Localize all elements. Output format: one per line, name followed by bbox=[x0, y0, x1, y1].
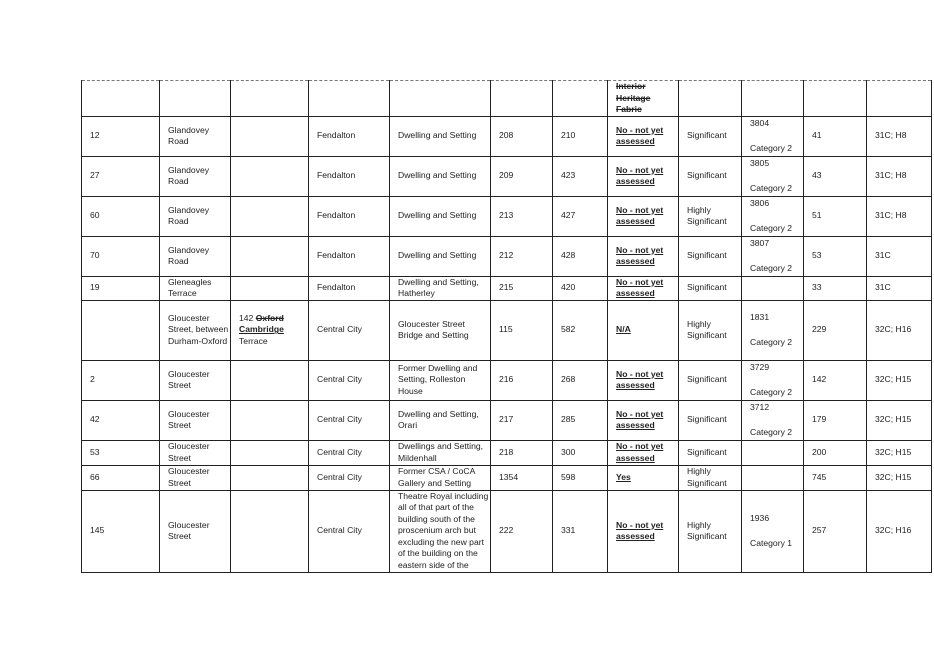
map-ref-cell bbox=[867, 440, 932, 465]
listing-category bbox=[750, 402, 803, 438]
street-name-cell bbox=[160, 236, 231, 276]
description-cell bbox=[390, 360, 491, 400]
ref-a-cell bbox=[491, 196, 553, 236]
ref-a-cell bbox=[491, 400, 553, 440]
ref-a: 215 bbox=[499, 282, 514, 293]
ref-c-cell bbox=[804, 400, 867, 440]
ref-c: 142 bbox=[812, 374, 827, 385]
description: Dwelling and Setting, Orari bbox=[398, 408, 479, 430]
ref-c: 200 bbox=[812, 446, 827, 457]
listing-cell bbox=[742, 156, 804, 196]
ref-b-cell bbox=[553, 116, 608, 156]
street-number-cell bbox=[82, 276, 160, 300]
map-ref: 32C; H16 bbox=[875, 324, 912, 335]
street-name-cell bbox=[160, 440, 231, 465]
ref-c: 229 bbox=[812, 324, 827, 335]
street-number: 70 bbox=[90, 250, 100, 261]
significance: Significant bbox=[687, 414, 727, 425]
heritage-category: Category 1 bbox=[750, 538, 793, 548]
ref-c: 745 bbox=[812, 471, 827, 482]
map-ref: 31C; H8 bbox=[875, 170, 907, 181]
description-cell bbox=[390, 465, 491, 490]
significance: Significant bbox=[687, 250, 727, 261]
significance-cell bbox=[679, 440, 742, 465]
header-cell bbox=[390, 81, 491, 117]
ref-b-cell bbox=[553, 440, 608, 465]
interior-heritage-fabric-cell bbox=[608, 276, 679, 300]
ref-c: 41 bbox=[812, 130, 822, 141]
header-cell bbox=[231, 81, 309, 117]
interior-heritage-fabric-cell bbox=[608, 465, 679, 490]
street-number-cell bbox=[82, 300, 160, 360]
table-row bbox=[82, 196, 932, 236]
area-cell bbox=[309, 300, 390, 360]
street-name: Gloucester Street bbox=[168, 441, 210, 463]
area: Fendalton bbox=[317, 210, 356, 221]
ref-c: 51 bbox=[812, 210, 822, 221]
street-number: 66 bbox=[90, 471, 100, 482]
heritage-category: Category 2 bbox=[750, 142, 793, 153]
alternate-address-cell bbox=[231, 196, 309, 236]
ref-a: 218 bbox=[499, 446, 514, 457]
street-name-cell bbox=[160, 400, 231, 440]
description-cell bbox=[390, 440, 491, 465]
ref-b-cell bbox=[553, 465, 608, 490]
ref-b-cell bbox=[553, 196, 608, 236]
map-ref: 31C; H8 bbox=[875, 130, 907, 141]
heritage-category: Category 2 bbox=[750, 262, 793, 273]
map-ref: 32C; H15 bbox=[875, 414, 912, 425]
ref-a: 213 bbox=[499, 210, 514, 221]
interior-status: Yes bbox=[616, 471, 631, 482]
listing-category bbox=[750, 158, 803, 194]
area: Fendalton bbox=[317, 170, 356, 181]
alternate-address-cell bbox=[231, 116, 309, 156]
ref-b: 300 bbox=[561, 446, 576, 457]
street-number: 53 bbox=[90, 446, 100, 457]
street-name-cell bbox=[160, 300, 231, 360]
map-ref-cell bbox=[867, 276, 932, 300]
listing-category bbox=[750, 302, 803, 358]
area: Central City bbox=[317, 525, 362, 536]
area: Fendalton bbox=[317, 250, 356, 261]
significance-cell bbox=[679, 116, 742, 156]
ref-a: 222 bbox=[499, 525, 514, 536]
significance-cell bbox=[679, 156, 742, 196]
ref-c: 43 bbox=[812, 170, 822, 181]
map-ref: 31C bbox=[875, 250, 891, 261]
street-name-cell bbox=[160, 156, 231, 196]
ref-b: 268 bbox=[561, 374, 576, 385]
street-name: Glandovey Road bbox=[168, 164, 210, 186]
street-number-cell bbox=[82, 196, 160, 236]
ref-b-cell bbox=[553, 300, 608, 360]
heritage-category: Category 2 bbox=[750, 222, 793, 233]
interior-status: N/A bbox=[616, 324, 631, 335]
street-name-cell bbox=[160, 490, 231, 572]
area-cell bbox=[309, 236, 390, 276]
ref-c-cell bbox=[804, 116, 867, 156]
street-name: Glandovey Road bbox=[168, 244, 210, 266]
significance: Highly Significant bbox=[687, 318, 727, 340]
area: Central City bbox=[317, 414, 362, 425]
area-cell bbox=[309, 156, 390, 196]
interior-status: No - not yet assessed bbox=[616, 204, 664, 226]
listing-category bbox=[750, 238, 803, 274]
alt-prefix: 142 bbox=[239, 312, 254, 323]
street-name: Glandovey Road bbox=[168, 124, 210, 146]
map-ref: 32C; H15 bbox=[875, 374, 912, 385]
map-ref: 31C; H8 bbox=[875, 210, 907, 221]
map-ref: 32C; H15 bbox=[875, 471, 912, 482]
listing-category bbox=[750, 362, 803, 398]
map-ref-cell bbox=[867, 465, 932, 490]
street-number-cell bbox=[82, 490, 160, 572]
street-number-cell bbox=[82, 440, 160, 465]
description: Dwellings and Setting, Mildenhall bbox=[398, 441, 484, 463]
alternate-address-cell bbox=[231, 276, 309, 300]
listing-category bbox=[750, 467, 803, 488]
map-ref: 32C; H15 bbox=[875, 446, 912, 457]
ref-b: 428 bbox=[561, 250, 576, 261]
alt-struck-text: Oxford bbox=[255, 312, 284, 323]
interior-heritage-fabric-cell bbox=[608, 360, 679, 400]
interior-status: No - not yet assessed bbox=[616, 124, 664, 146]
header-cell bbox=[679, 81, 742, 117]
ref-c: 179 bbox=[812, 414, 827, 425]
listing-cell bbox=[742, 440, 804, 465]
map-ref-cell bbox=[867, 236, 932, 276]
listing-number: 1831 bbox=[750, 311, 770, 322]
ref-b: 427 bbox=[561, 210, 576, 221]
listing-number: 3806 bbox=[750, 198, 770, 208]
interior-status: No - not yet assessed bbox=[616, 164, 664, 186]
ref-b: 331 bbox=[561, 525, 576, 536]
listing-category bbox=[750, 198, 803, 234]
significance-cell bbox=[679, 360, 742, 400]
heritage-category: Category 2 bbox=[750, 182, 793, 193]
listing-cell bbox=[742, 276, 804, 300]
ref-a: 208 bbox=[499, 130, 514, 141]
description: Dwelling and Setting bbox=[398, 170, 477, 181]
alternate-address-cell bbox=[231, 236, 309, 276]
significance-cell bbox=[679, 236, 742, 276]
table-row bbox=[82, 490, 932, 572]
table-row bbox=[82, 400, 932, 440]
listing-number: 3804 bbox=[750, 118, 770, 128]
significance: Significant bbox=[687, 170, 727, 181]
ref-b: 582 bbox=[561, 324, 576, 335]
map-ref-cell bbox=[867, 300, 932, 360]
area: Central City bbox=[317, 446, 362, 457]
description: Dwelling and Setting bbox=[398, 130, 477, 141]
interior-heritage-fabric-cell bbox=[608, 236, 679, 276]
street-name: Gloucester Street bbox=[168, 368, 210, 390]
street-number-cell bbox=[82, 116, 160, 156]
ref-b-cell bbox=[553, 400, 608, 440]
interior-heritage-fabric-cell bbox=[608, 440, 679, 465]
ref-a-cell bbox=[491, 236, 553, 276]
area: Fendalton bbox=[317, 130, 356, 141]
ref-b-cell bbox=[553, 276, 608, 300]
header-cell bbox=[491, 81, 553, 117]
table-row bbox=[82, 360, 932, 400]
ref-c-cell bbox=[804, 156, 867, 196]
ref-b: 420 bbox=[561, 282, 576, 293]
listing-cell bbox=[742, 300, 804, 360]
ref-a-cell bbox=[491, 440, 553, 465]
ref-b-cell bbox=[553, 156, 608, 196]
alternate-address-cell bbox=[231, 156, 309, 196]
street-number-cell bbox=[82, 360, 160, 400]
header-cell bbox=[309, 81, 390, 117]
description: Theatre Royal including all of that part of the building south of the proscenium arch but excluding the new part of the building on the eastern side of the bbox=[398, 490, 489, 570]
listing-cell bbox=[742, 196, 804, 236]
table-row bbox=[82, 276, 932, 300]
listing-cell bbox=[742, 236, 804, 276]
street-number: 2 bbox=[90, 374, 95, 385]
street-name: Gloucester Street bbox=[168, 408, 210, 430]
significance-cell bbox=[679, 300, 742, 360]
street-number: 12 bbox=[90, 130, 100, 141]
interior-heritage-fabric-cell bbox=[608, 196, 679, 236]
header-cell bbox=[867, 81, 932, 117]
description: Former Dwelling and Setting, Rolleston House bbox=[398, 362, 478, 396]
alternate-address-cell bbox=[231, 360, 309, 400]
table-row bbox=[82, 465, 932, 490]
ref-b-cell bbox=[553, 360, 608, 400]
heritage-category: Category 2 bbox=[750, 426, 793, 437]
alternate-address-cell bbox=[231, 300, 309, 360]
ref-a: 209 bbox=[499, 170, 514, 181]
map-ref: 31C bbox=[875, 282, 891, 293]
street-name-cell bbox=[160, 465, 231, 490]
listing-category bbox=[750, 442, 803, 463]
description-cell bbox=[390, 236, 491, 276]
significance: Significant bbox=[687, 446, 727, 457]
area-cell bbox=[309, 400, 390, 440]
ref-c: 33 bbox=[812, 282, 822, 293]
street-name: Glandovey Road bbox=[168, 204, 210, 226]
description-cell bbox=[390, 196, 491, 236]
street-number: 145 bbox=[90, 525, 105, 536]
listing-cell bbox=[742, 400, 804, 440]
map-ref-cell bbox=[867, 116, 932, 156]
description-cell bbox=[390, 276, 491, 300]
significance-cell bbox=[679, 465, 742, 490]
table-row bbox=[82, 300, 932, 360]
ref-a-cell bbox=[491, 360, 553, 400]
description-cell bbox=[390, 300, 491, 360]
street-number: 27 bbox=[90, 170, 100, 181]
heritage-category: Category 2 bbox=[750, 337, 793, 347]
interior-heritage-fabric-cell bbox=[608, 490, 679, 572]
listing-category bbox=[750, 492, 803, 570]
ref-a: 216 bbox=[499, 374, 514, 385]
ref-c: 53 bbox=[812, 250, 822, 261]
ref-b-cell bbox=[553, 236, 608, 276]
header-cell bbox=[608, 81, 679, 117]
ref-c-cell bbox=[804, 360, 867, 400]
significance: Significant bbox=[687, 130, 727, 141]
ref-a: 115 bbox=[499, 324, 513, 335]
table-row bbox=[82, 116, 932, 156]
interior-status: No - not yet assessed bbox=[616, 408, 664, 430]
interior-heritage-fabric-cell bbox=[608, 116, 679, 156]
table-row bbox=[82, 156, 932, 196]
street-name-cell bbox=[160, 116, 231, 156]
listing-cell bbox=[742, 465, 804, 490]
interior-heritage-fabric-cell bbox=[608, 400, 679, 440]
significance-cell bbox=[679, 400, 742, 440]
area-cell bbox=[309, 465, 390, 490]
map-ref-cell bbox=[867, 490, 932, 572]
ref-c-cell bbox=[804, 300, 867, 360]
significance-cell bbox=[679, 276, 742, 300]
significance: Significant bbox=[687, 282, 727, 293]
area-cell bbox=[309, 360, 390, 400]
listing-number: 3805 bbox=[750, 158, 770, 168]
ref-c-cell bbox=[804, 490, 867, 572]
description: Dwelling and Setting bbox=[398, 210, 477, 221]
description: Dwelling and Setting, Hatherley bbox=[398, 276, 479, 298]
header-cell bbox=[82, 81, 160, 117]
interior-status: No - not yet assessed bbox=[616, 519, 664, 541]
significance: Highly Significant bbox=[687, 204, 727, 226]
area: Central City bbox=[317, 374, 362, 385]
map-ref-cell bbox=[867, 360, 932, 400]
map-ref-cell bbox=[867, 400, 932, 440]
significance: Highly Significant bbox=[687, 466, 727, 488]
listing-cell bbox=[742, 116, 804, 156]
listing-cell bbox=[742, 490, 804, 572]
table-header-row bbox=[82, 81, 932, 117]
listing-category bbox=[750, 278, 803, 298]
table-row bbox=[82, 440, 932, 465]
ref-a: 212 bbox=[499, 250, 514, 261]
ref-c-cell bbox=[804, 236, 867, 276]
heritage-category: Category 2 bbox=[750, 386, 793, 397]
heritage-schedule-table bbox=[81, 80, 932, 573]
ref-a-cell bbox=[491, 156, 553, 196]
listing-number: 3807 bbox=[750, 238, 770, 248]
alternate-address-cell bbox=[231, 440, 309, 465]
ref-b: 423 bbox=[561, 170, 576, 181]
ref-a-cell bbox=[491, 465, 553, 490]
area-cell bbox=[309, 490, 390, 572]
interior-heritage-fabric-cell bbox=[608, 156, 679, 196]
street-number-cell bbox=[82, 156, 160, 196]
street-name: Gloucester Street bbox=[168, 519, 210, 541]
description: Former CSA / CoCA Gallery and Setting bbox=[398, 466, 475, 488]
area-cell bbox=[309, 276, 390, 300]
area-cell bbox=[309, 196, 390, 236]
map-ref: 32C; H16 bbox=[875, 525, 912, 536]
listing-cell bbox=[742, 360, 804, 400]
interior-heritage-fabric-heading: Interior Heritage Fabric bbox=[616, 81, 651, 114]
street-name: Gloucester Street bbox=[168, 466, 210, 488]
alternate-address-cell bbox=[231, 490, 309, 572]
area: Fendalton bbox=[317, 282, 356, 293]
ref-a-cell bbox=[491, 490, 553, 572]
area: Central City bbox=[317, 324, 362, 335]
ref-c-cell bbox=[804, 196, 867, 236]
ref-a-cell bbox=[491, 116, 553, 156]
area: Central City bbox=[317, 471, 362, 482]
table-row bbox=[82, 236, 932, 276]
street-name: Gloucester Street, between Durham-Oxford bbox=[168, 312, 229, 346]
header-cell bbox=[160, 81, 231, 117]
ref-a-cell bbox=[491, 300, 553, 360]
map-ref-cell bbox=[867, 196, 932, 236]
alternate-address-cell bbox=[231, 400, 309, 440]
significance-cell bbox=[679, 490, 742, 572]
street-number: 19 bbox=[90, 282, 100, 293]
interior-status: No - not yet assessed bbox=[616, 276, 664, 298]
significance: Highly Significant bbox=[687, 519, 727, 541]
description-cell bbox=[390, 490, 491, 572]
street-name-cell bbox=[160, 276, 231, 300]
street-number-cell bbox=[82, 236, 160, 276]
alt-suffix: Terrace bbox=[239, 335, 268, 346]
area-cell bbox=[309, 116, 390, 156]
ref-b-cell bbox=[553, 490, 608, 572]
description: Gloucester Street Bridge and Setting bbox=[398, 318, 469, 340]
ref-b: 285 bbox=[561, 414, 576, 425]
ref-c: 257 bbox=[812, 525, 827, 536]
ref-a: 1354 bbox=[499, 471, 519, 482]
area-cell bbox=[309, 440, 390, 465]
ref-a: 217 bbox=[499, 414, 514, 425]
header-cell bbox=[804, 81, 867, 117]
street-name: Gleneagles Terrace bbox=[168, 276, 212, 298]
alt-inserted-text: Cambridge bbox=[239, 324, 284, 335]
description-cell bbox=[390, 156, 491, 196]
interior-status: No - not yet assessed bbox=[616, 368, 664, 390]
description-cell bbox=[390, 400, 491, 440]
alternate-address-cell bbox=[231, 465, 309, 490]
street-name-cell bbox=[160, 360, 231, 400]
interior-heritage-fabric-cell bbox=[608, 300, 679, 360]
ref-b: 210 bbox=[561, 130, 576, 141]
significance: Significant bbox=[687, 374, 727, 385]
listing-category bbox=[750, 118, 803, 154]
street-number-cell bbox=[82, 400, 160, 440]
ref-c-cell bbox=[804, 440, 867, 465]
ref-c-cell bbox=[804, 276, 867, 300]
ref-a-cell bbox=[491, 276, 553, 300]
ref-b: 598 bbox=[561, 471, 576, 482]
listing-number: 1936 bbox=[750, 512, 770, 523]
ref-c-cell bbox=[804, 465, 867, 490]
significance-cell bbox=[679, 196, 742, 236]
street-number: 60 bbox=[90, 210, 100, 221]
map-ref-cell bbox=[867, 156, 932, 196]
street-number-cell bbox=[82, 465, 160, 490]
interior-status: No - not yet assessed bbox=[616, 441, 664, 463]
interior-status: No - not yet assessed bbox=[616, 244, 664, 266]
header-cell bbox=[742, 81, 804, 117]
street-name-cell bbox=[160, 196, 231, 236]
listing-number: 3729 bbox=[750, 362, 770, 372]
header-cell bbox=[553, 81, 608, 117]
description-cell bbox=[390, 116, 491, 156]
listing-number: 3712 bbox=[750, 402, 770, 412]
street-number: 42 bbox=[90, 414, 100, 425]
description: Dwelling and Setting bbox=[398, 250, 477, 261]
